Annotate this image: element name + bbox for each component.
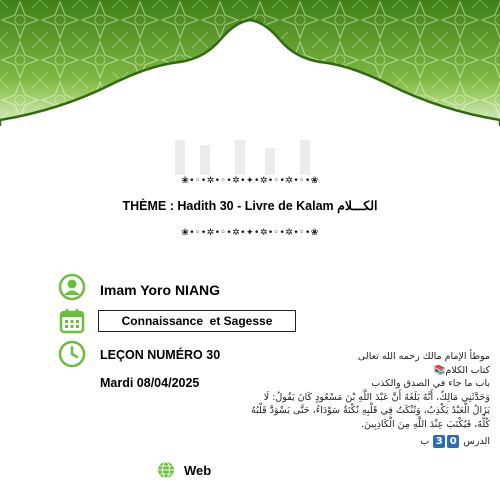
- lesson-number-badge: [432, 435, 460, 449]
- arabic-lesson-number: [248, 435, 490, 449]
- arabic-hadith-block: [248, 350, 490, 449]
- lesson-digit: 3: [433, 435, 445, 448]
- lesson-number: LEÇON NUMÉRO 30: [100, 348, 221, 362]
- arabesque-banner-graphic: [0, 0, 500, 175]
- arabic-book-title: كتاب الكلام: [445, 364, 490, 376]
- subject-box: Connaissance et Sagesse: [98, 310, 296, 332]
- user-icon: [58, 273, 86, 301]
- ornament-divider-top: ❀•◦•✲•◦•✲•✦•✲•◦•✲•◦•❀: [181, 176, 319, 186]
- clock-icon: [58, 340, 86, 368]
- arabic-source-line: موطأ الإمام مالك رحمه الله تعالى: [357, 351, 490, 362]
- arabic-book-line: [248, 364, 490, 378]
- imam-name: Imam Yoro NIANG: [100, 282, 221, 298]
- theme-title: THÈME : Hadith 30 - Livre de Kalam الكـــلام: [122, 199, 378, 213]
- globe-icon: [157, 461, 175, 479]
- lesson-digit: 0: [447, 435, 459, 448]
- ornament-divider-bottom: ❀•◦•✲•◦•✲•✦•✲•◦•✲•◦•❀: [181, 228, 319, 238]
- arabic-hadith-text: وَحَدَّثَنِي مَالِكٌ، أَنَّهُ بَلَغَهُ أَنَّ عَبْدَ اللَّهِ بْنَ مَسْعُودٍ كَانَ يَقُولُ: لَا يَزَالُ الْعَبْدُ يَكْذِبُ، وَتُنْكَتُ فِي قَلْبِهِ نُكْتَةٌ سَوْدَاءُ، حَتَّى يَسْوَدَّ قَلْبُهُ كُلُّهُ، فَيُكْتَبَ عِنْدَ اللَّهِ مِنَ الْكَاذِبِينَ.: [251, 391, 490, 430]
- books-icon: 📚: [433, 364, 446, 376]
- web-link[interactable]: Web: [184, 463, 212, 478]
- arabic-chapter-line: باب ما جاء في الصدق والكذب: [371, 378, 490, 389]
- calendar-icon: [58, 307, 86, 335]
- header-banner: [0, 0, 500, 175]
- lesson-date: Mardi 08/04/2025: [100, 376, 200, 390]
- arabic-lesson-suffix: ب: [420, 436, 430, 447]
- arabic-lesson-label: الدرس: [463, 436, 490, 447]
